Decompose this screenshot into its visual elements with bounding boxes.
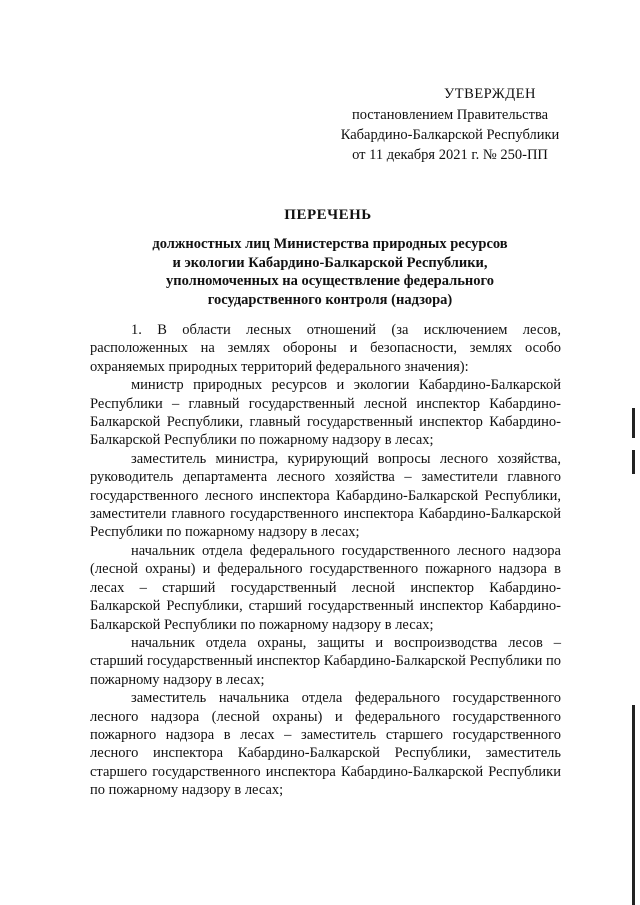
document-subtitle	[60, 235, 600, 309]
paragraph: министр природных ресурсов и экологии Кабардино-Балкарской Республики – главный государственный лесной инспектор Кабардино-Балкарской Республики, главный государственный инспектор Кабардино-Балкарской Республики по пожарному надзору в лесах;	[90, 377, 561, 449]
subtitle-line-4: государственного контроля (надзора)	[207, 291, 453, 308]
scan-edge-mark	[632, 450, 635, 474]
approval-line-1: постановлением Правительства	[351, 107, 549, 123]
paragraph: начальник отдела охраны, защиты и воспроизводства лесов – старший государственный инспектор Кабардино-Балкарской Республики по пожарному надзору в лесах;	[90, 634, 561, 688]
subtitle-line-1: должностных лиц Министерства природных ресурсов	[152, 236, 508, 252]
subtitle-line-2: и экологии Кабардино-Балкарской Республики,	[172, 254, 488, 271]
approval-line-3: от 11 декабря 2021 г. № 250-ПП	[352, 147, 548, 163]
approval-heading: УТВЕРЖДЕН	[444, 86, 536, 102]
paragraph: 1. В области лесных отношений (за исключением лесов, расположенных на землях обороны и безопасности, землях особо охраняемых природных территорий федерального значения):	[90, 322, 561, 375]
paragraph: начальник отдела федерального государственного лесного надзора (лесной охраны) и федерального государственного пожарного надзора в лесах – старший государственный лесной инспектор Кабардино-Балкарской Республики, старший государственный инспектор Кабардино-Балкарской Республики по пожарному надзору в лесах;	[90, 542, 561, 633]
subtitle-line-3: уполномоченных на осуществление федерального	[166, 273, 494, 289]
paragraph: заместитель начальника отдела федерального государственного лесного надзора (лесной охраны) и федерального государственного пожарного надзора в лесах – заместитель старшего государственного лесного инспектора Кабардино-Балкарской Республики, заместитель старшего государственного инспектора Кабардино-Балкарской Республики по пожарному надзору в лесах;	[90, 690, 561, 799]
document-body	[90, 321, 561, 800]
scan-edge-mark	[632, 705, 635, 905]
paragraph: заместитель министра, курирующий вопросы лесного хозяйства, руководитель департамента лесного хозяйства – заместители главного государственного лесного инспектора Кабардино-Балкарской Республики, заместители главного государственного инспектора Кабардино-Балкарской Республики по пожарному надзору в лесах;	[90, 450, 561, 541]
approval-line-2: Кабардино-Балкарской Республики	[340, 127, 560, 143]
scan-edge-mark	[632, 408, 635, 438]
document-title: ПЕРЕЧЕНЬ	[284, 207, 372, 223]
